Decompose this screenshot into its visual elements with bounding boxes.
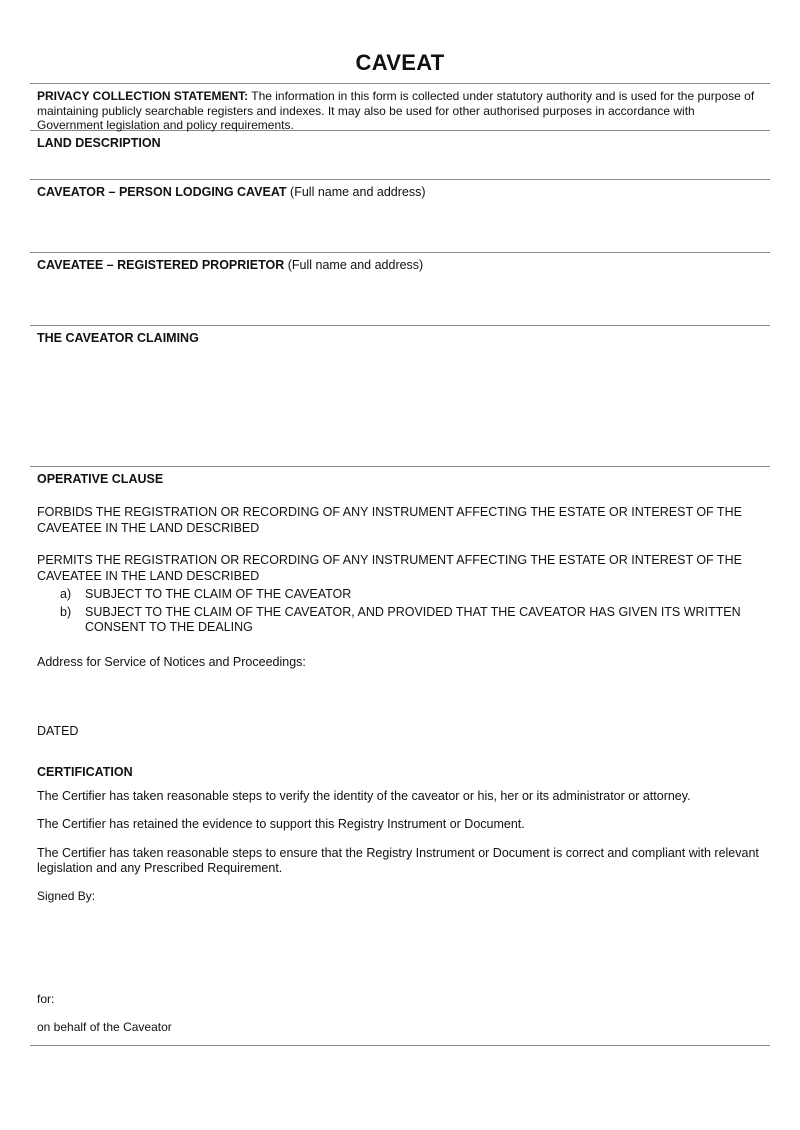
divider [30,1045,770,1046]
land-description-section[interactable] [30,131,770,179]
forbids-option[interactable]: FORBIDS THE REGISTRATION OR RECORDING OF ANY INSTRUMENT AFFECTING THE ESTATE OR INTEREST OF THE CAVEATEE IN THE LAND DESCRIBED [37,505,742,535]
caveator-label: CAVEATOR – PERSON LODGING CAVEAT [37,185,287,199]
signed-by-label: Signed By: [37,888,96,903]
list-item[interactable] [60,605,763,636]
caveat-form [30,0,770,1046]
privacy-statement [30,84,770,130]
privacy-text: The information in this form is collected under statutory authority and is used for the purpose of maintaining publicly searchable registers and indexes. It may also be used for other authorised purposes in accordance with Government legislation and policy requirements. [37,89,755,132]
list-item-text: SUBJECT TO THE CLAIM OF THE CAVEATOR, AND PROVIDED THAT THE CAVEATOR HAS GIVEN ITS WRITTEN CONSENT TO THE DEALING [85,604,741,634]
certification-line-2: The Certifier has retained the evidence to support this Registry Instrument or Document. [37,817,525,831]
address-for-service-label: Address for Service of Notices and Proceedings: [37,654,306,669]
list-marker: a) [60,587,72,601]
caveatee-section[interactable] [30,253,770,325]
certification-label: CERTIFICATION [37,764,133,779]
caveatee-hint: (Full name and address) [284,258,424,272]
certification-line-3: The Certifier has taken reasonable steps to ensure that the Registry Instrument or Document is correct and compliant with relevant legislation and any Prescribed Requirement. [37,845,759,875]
caveator-claiming-section[interactable] [30,326,770,466]
land-description-label: LAND DESCRIPTION [37,136,161,150]
dated-label: DATED [37,724,79,738]
operative-clause-section [30,467,770,1045]
permits-conditions-list [37,587,763,636]
caveatee-label: CAVEATEE – REGISTERED PROPRIETOR [37,258,285,272]
permits-option[interactable]: PERMITS THE REGISTRATION OR RECORDING OF ANY INSTRUMENT AFFECTING THE ESTATE OR INTEREST OF THE CAVEATEE IN THE LAND DESCRIBED [37,553,742,583]
claiming-label: THE CAVEATOR CLAIMING [37,331,199,345]
list-marker: b) [60,604,72,619]
list-item-text: SUBJECT TO THE CLAIM OF THE CAVEATOR [85,587,352,601]
for-label: for: [37,992,55,1006]
privacy-label: PRIVACY COLLECTION STATEMENT: [37,89,249,103]
operative-clause-label: OPERATIVE CLAUSE [37,472,164,486]
list-item[interactable] [60,587,763,603]
caveator-hint: (Full name and address) [286,185,426,199]
on-behalf-label: on behalf of the Caveator [37,1019,172,1034]
form-title: CAVEAT [355,50,445,75]
caveator-section[interactable] [30,180,770,252]
certification-line-1: The Certifier has taken reasonable steps to verify the identity of the caveator or his, her or its administrator or attorney. [37,788,691,803]
